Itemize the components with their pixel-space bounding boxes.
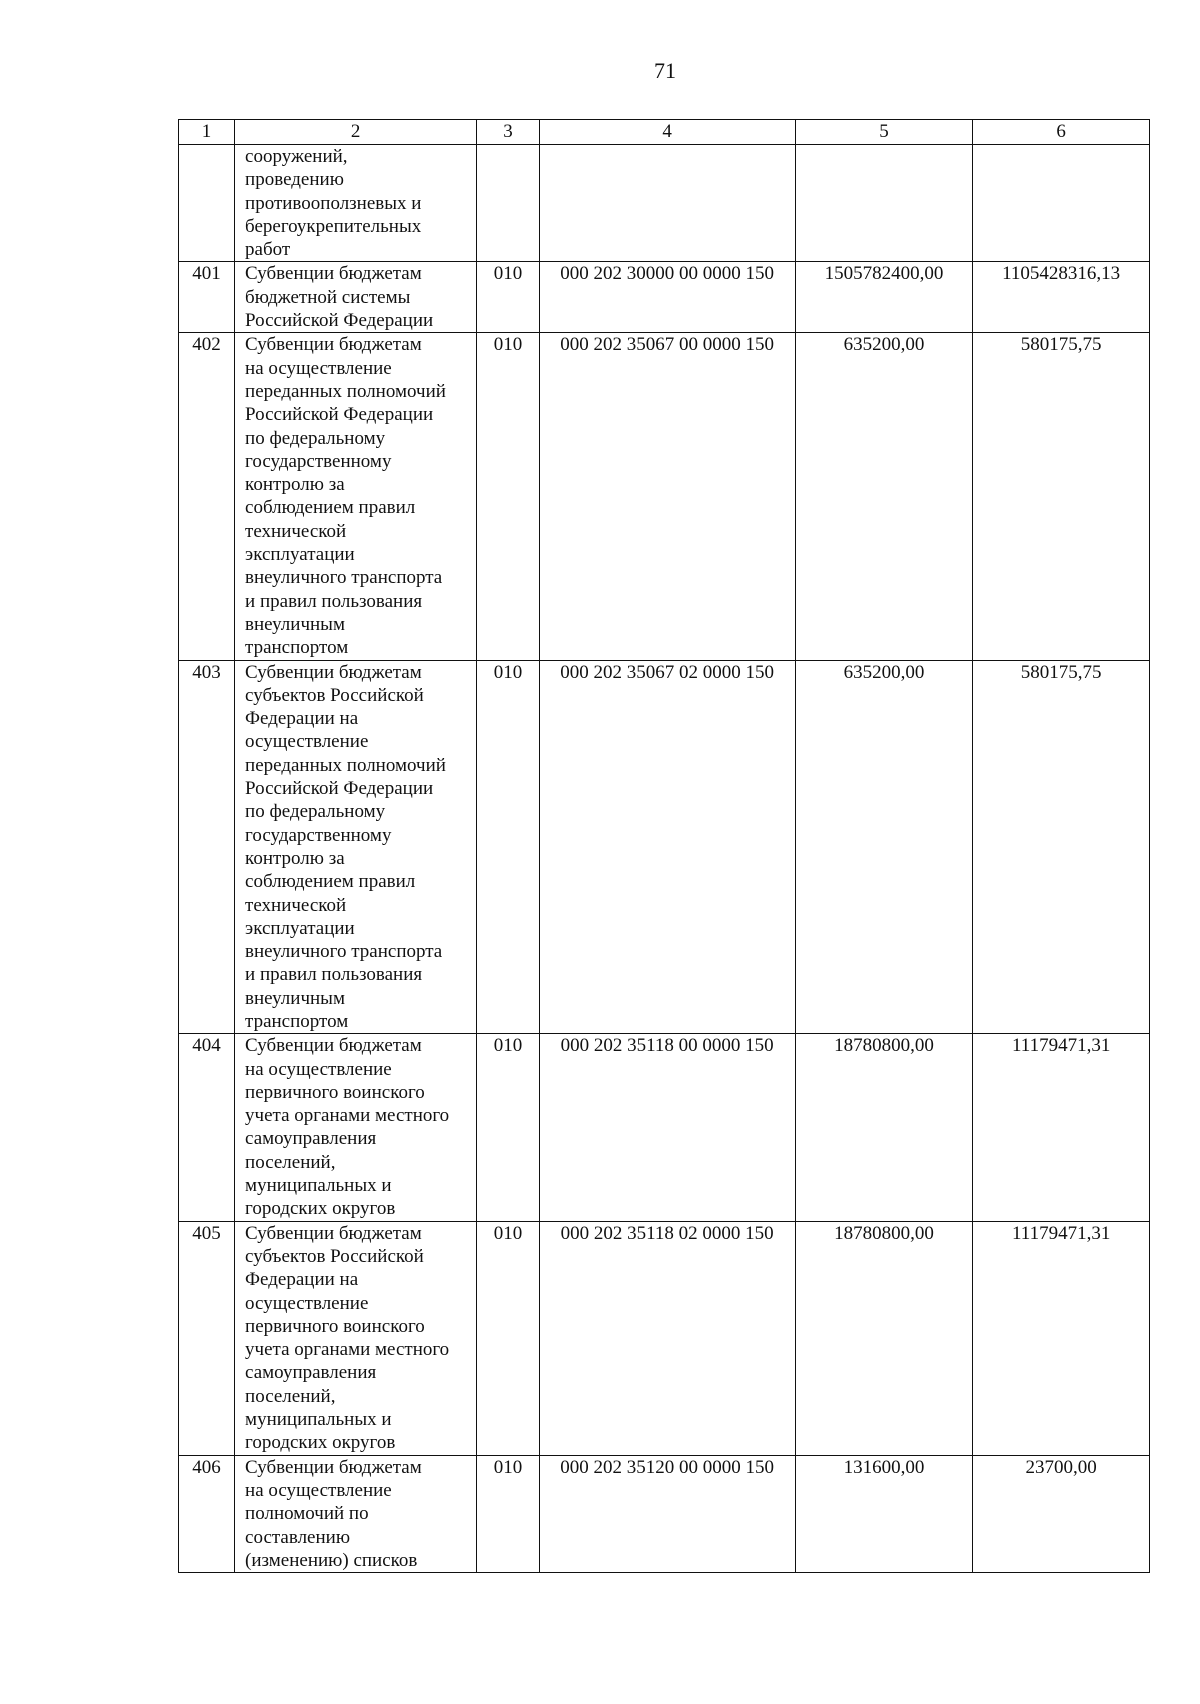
table-row bbox=[179, 1034, 1150, 1221]
row-name: сооружений, проведению противооползневых и берегоукрепительных работ bbox=[235, 145, 477, 262]
table-row bbox=[179, 660, 1150, 1034]
budget-table bbox=[178, 119, 1150, 1573]
row-number: 405 bbox=[179, 1221, 235, 1455]
row-admin-code: 010 bbox=[477, 262, 539, 333]
table-row bbox=[179, 145, 1150, 262]
row-planned-amount: 18780800,00 bbox=[795, 1034, 973, 1221]
page-number: 71 bbox=[654, 58, 676, 83]
table-row bbox=[179, 262, 1150, 333]
row-name: Субвенции бюджетам на осуществление переданных полномочий Российской Федерации по федеральному государственному контролю за соблюдением правил технической эксплуатации внеуличного транспорта и правил пользования внеуличным транспортом bbox=[235, 333, 477, 660]
row-number: 403 bbox=[179, 660, 235, 1034]
row-planned-amount: 131600,00 bbox=[795, 1455, 973, 1572]
row-admin-code: 010 bbox=[477, 1455, 539, 1572]
row-admin-code: 010 bbox=[477, 333, 539, 660]
row-number: 406 bbox=[179, 1455, 235, 1572]
row-planned-amount: 635200,00 bbox=[795, 660, 973, 1034]
table-row bbox=[179, 1221, 1150, 1455]
row-budget-code: 000 202 35120 00 0000 150 bbox=[539, 1455, 795, 1572]
table-header-row bbox=[179, 120, 1150, 145]
row-actual-amount: 580175,75 bbox=[973, 660, 1150, 1034]
row-budget-code: 000 202 30000 00 0000 150 bbox=[539, 262, 795, 333]
row-number bbox=[179, 145, 235, 262]
row-budget-code bbox=[539, 145, 795, 262]
column-header: 6 bbox=[973, 120, 1150, 145]
column-header: 5 bbox=[795, 120, 973, 145]
row-budget-code: 000 202 35118 02 0000 150 bbox=[539, 1221, 795, 1455]
row-name: Субвенции бюджетам субъектов Российской Федерации на осуществление переданных полномочий Российской Федерации по федеральному государственному контролю за соблюдением правил технической эксплуатации внеуличного транспорта и правил пользования внеуличным транспортом bbox=[235, 660, 477, 1034]
row-name: Субвенции бюджетам бюджетной системы Российской Федерации bbox=[235, 262, 477, 333]
row-admin-code: 010 bbox=[477, 660, 539, 1034]
row-actual-amount: 23700,00 bbox=[973, 1455, 1150, 1572]
row-admin-code bbox=[477, 145, 539, 262]
row-name: Субвенции бюджетам на осуществление первичного воинского учета органами местного самоуправления поселений, муниципальных и городских округов bbox=[235, 1034, 477, 1221]
row-planned-amount: 1505782400,00 bbox=[795, 262, 973, 333]
table-row bbox=[179, 333, 1150, 660]
row-actual-amount: 11179471,31 bbox=[973, 1034, 1150, 1221]
row-actual-amount bbox=[973, 145, 1150, 262]
row-actual-amount: 11179471,31 bbox=[973, 1221, 1150, 1455]
row-number: 402 bbox=[179, 333, 235, 660]
row-planned-amount: 18780800,00 bbox=[795, 1221, 973, 1455]
row-number: 404 bbox=[179, 1034, 235, 1221]
row-actual-amount: 1105428316,13 bbox=[973, 262, 1150, 333]
column-header: 4 bbox=[539, 120, 795, 145]
row-admin-code: 010 bbox=[477, 1034, 539, 1221]
row-admin-code: 010 bbox=[477, 1221, 539, 1455]
row-budget-code: 000 202 35067 00 0000 150 bbox=[539, 333, 795, 660]
column-header: 2 bbox=[235, 120, 477, 145]
row-actual-amount: 580175,75 bbox=[973, 333, 1150, 660]
row-budget-code: 000 202 35118 00 0000 150 bbox=[539, 1034, 795, 1221]
row-planned-amount: 635200,00 bbox=[795, 333, 973, 660]
column-header: 1 bbox=[179, 120, 235, 145]
table-row bbox=[179, 1455, 1150, 1572]
row-budget-code: 000 202 35067 02 0000 150 bbox=[539, 660, 795, 1034]
row-name: Субвенции бюджетам на осуществление полномочий по составлению (изменению) списков bbox=[235, 1455, 477, 1572]
row-planned-amount bbox=[795, 145, 973, 262]
column-header: 3 bbox=[477, 120, 539, 145]
row-number: 401 bbox=[179, 262, 235, 333]
row-name: Субвенции бюджетам субъектов Российской Федерации на осуществление первичного воинского учета органами местного самоуправления поселений, муниципальных и городских округов bbox=[235, 1221, 477, 1455]
